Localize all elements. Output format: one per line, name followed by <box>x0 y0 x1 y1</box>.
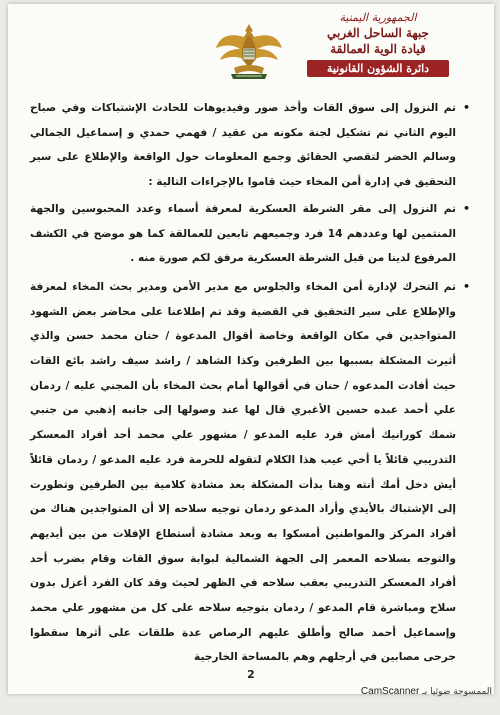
bullet-icon: • <box>462 279 470 293</box>
eagle-emblem-icon <box>214 18 284 86</box>
org-command: قيادة الوية العمالقة <box>330 42 426 56</box>
scanner-watermark <box>322 686 492 697</box>
paragraph-military-police <box>30 197 470 271</box>
page-number: 2 <box>247 668 255 681</box>
paragraph-text: تم النزول إلى سوق القات وأخذ صور وفيديوهات للحادث الإشتباكات وفي صباح اليوم الثاني تم تشكيل لجنة مكونه من عقيد / فهمي حمدي و إسماعيل الجمالي وسالم الخضر لتقصي الحقائق وجمع المعلومات حول الواقعة والإطلاع على سير التحقيق في إدارة أمن المخاء حيث قاموا بالإجراءات التالية : <box>30 102 456 189</box>
organization-block <box>298 10 458 77</box>
scanner-brand: CamScanner <box>360 686 420 697</box>
bullet-icon: • <box>462 201 470 215</box>
org-department-badge: دائرة الشؤون القانونية <box>307 60 449 77</box>
paragraph-security-administration <box>30 275 470 670</box>
document-page <box>8 4 494 694</box>
org-front: جبهة الساحل الغربي <box>327 26 429 40</box>
bullet-icon: • <box>462 101 470 114</box>
scanner-prefix: الممسوحة ضوئيا بـ <box>422 687 492 697</box>
letterhead <box>8 4 494 92</box>
org-country: الجمهورية اليمنية <box>339 11 417 24</box>
paragraph-market-investigation <box>30 96 470 195</box>
paragraph-text: تم النزول إلى مقر الشرطة العسكرية لمعرفة أسماء وعدد المحبوسين والجهة المنتمين لها وعددهم 14 فرد وجميعهم تابعين للعمالقة كما هو موضح في الكشف المرفوع لدينا من قبل الشرطة العسكرية مرفق لكم صورة منه . <box>30 202 456 265</box>
document-body <box>30 92 470 670</box>
paragraph-text: تم التحرك لإدارة أمن المخاء والجلوس مع مدير الأمن ومدير بحث المخاء لمعرفة والإطلاع على سير التحقيق في القضية وقد تم إطلاعنا على محاضر بعض الشهود المتواجدين في مكان الواقعة وخاصة أقوال المدعوة / حنان محمد حسن والذي أثيرت المشكلة بسببها بين الطرفين وكذا الشاهد / راشد سيف راشد بائع القات حيث أفادت المدعوه / حنان في أقوالها أمام بحث المخاء بأن المجني عليه / ردمان علي أحمد عبده حسين الأغبري قال لها عند وصولها إلى جانبه إذهبي من جنبي شمك كورانيك أمش فرد عليه المدعو / مشهور علي محمد أحد أفراد المعسكر التدريبي قائلاً يا أخي عيب هذا الكلام لتقوله للحرمة فرد عليه المدعو / ردمان قائلاً أيش دخل أمك أنته وهنا بدأت المشكلة بعد مشادة كلامية بين الطرفين وتطورت إلى الإشتباك بالأيدي وأراد المدعو ردمان توجيه سلاحه إلا أن المتواجدين هناك من أفراد المركز والمواطنين أمسكوا به وبعد مشادة أستطاع الإفلات من بين أيديهم والتوجه بسلاحه المعمر إلى الجهة الشمالية لبوابة سوق القات وقام بضرب أحد أفراد المعسكر التدريبي بعقب سلاحه في الظهر لحيث وقد كان الفرد أعزل بدون سلاح ومباشرة قام المدعو / ردمان بتوجيه سلاحه على كل من مشهور علي محمد وإسماعيل أحمد صالح وأطلق عليهم الرصاص عدة طلقات على أثرها سقطوا جرحى مصابين في أرجلهم وهم بالمساحة الخارجية <box>30 280 456 664</box>
